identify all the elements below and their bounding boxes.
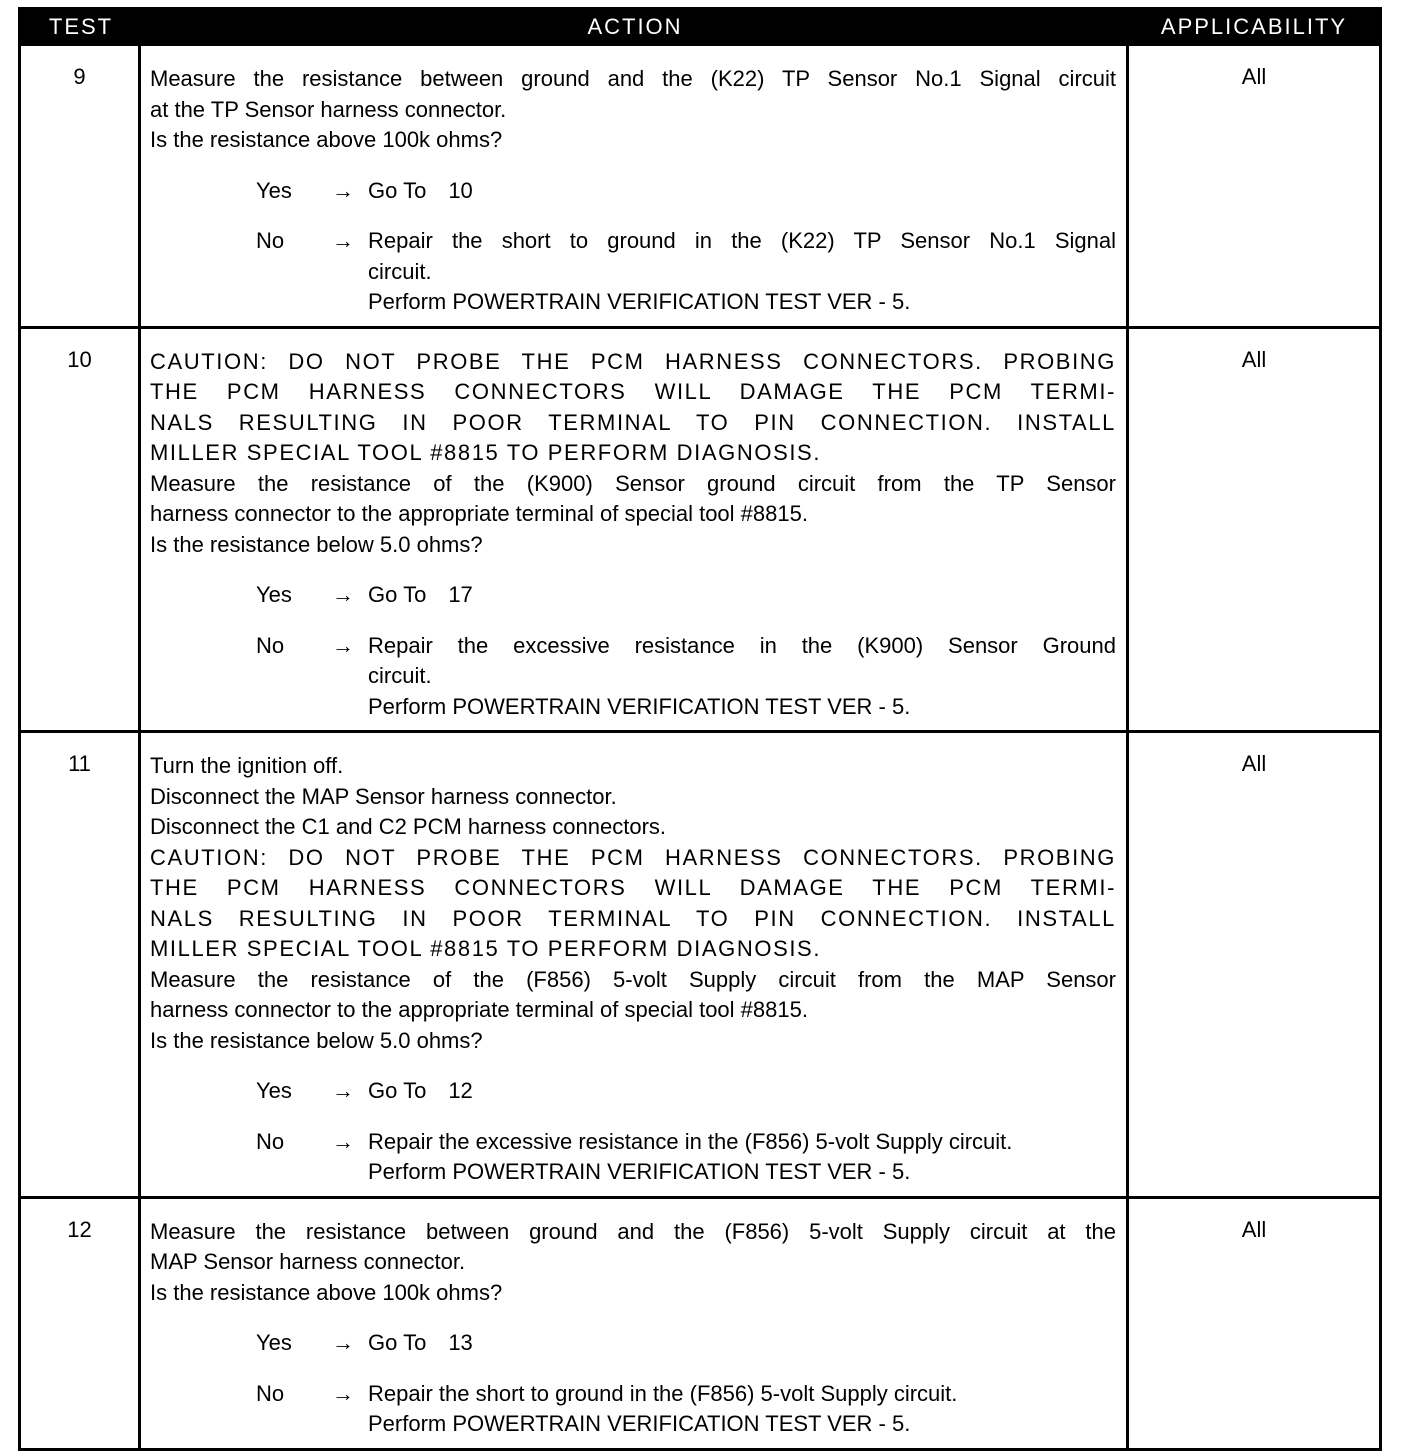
action-line: Disconnect the C1 and C2 PCM harness connectors. [150,814,667,839]
action-line: Is the resistance below 5.0 ohms? [150,1027,483,1053]
goto-step: 13 [448,1330,473,1355]
header-test: TEST [48,13,114,39]
no-line: Perform POWERTRAIN VERIFICATION TEST VER - 5. [368,1159,911,1184]
goto-step: 10 [448,177,473,203]
action-line: Is the resistance above 100k ohms? [150,1279,503,1305]
action-line: Measure the resistance of the (K900) Sensor ground circuit from the TP Sensor [150,470,1116,496]
action-line: MAP Sensor harness connector. [150,1249,466,1274]
no-label: No [256,632,285,658]
action-line: Is the resistance above 100k ohms? [150,127,503,152]
action-cell [141,46,1129,326]
header-action: ACTION [587,13,683,39]
applicability-value: All [1241,751,1267,776]
no-line: Repair the short to ground in the (K22) TP Sensor No.1 Signal [368,228,1116,253]
no-line: Repair the excessive resistance in the (F856) 5-volt Supply circuit. [368,1128,1013,1154]
action-line: at the TP Sensor harness connector. [150,96,507,122]
no-line: Repair the excessive resistance in the (K900) Sensor Ground [368,632,1116,658]
table-header [21,7,1379,46]
yes-branch [150,1076,1116,1107]
yes-label: Yes [256,1330,292,1355]
yes-branch [150,1328,1116,1359]
caution-line: MILLER SPECIAL TOOL #8815 TO PERFORM DIAGNOSIS. [150,936,822,961]
caution-line: CAUTION: DO NOT PROBE THE PCM HARNESS CONNECTORS. PROBING [150,348,1116,374]
table-row [21,329,1379,734]
action-line: Is the resistance below 5.0 ohms? [150,531,483,557]
no-line: Perform POWERTRAIN VERIFICATION TEST VER - 5. [368,693,911,719]
caution-line: CAUTION: DO NOT PROBE THE PCM HARNESS CONNECTORS. PROBING [150,844,1116,870]
yes-branch [150,580,1116,611]
caution-line: THE PCM HARNESS CONNECTORS WILL DAMAGE THE PCM TERMI- [150,379,1116,404]
no-branch [150,1379,1116,1440]
yes-label: Yes [256,1078,292,1103]
goto-step: 12 [448,1078,473,1103]
goto-label: Go To [368,177,427,203]
no-line: circuit. [368,258,432,284]
no-branch [150,226,1116,318]
action-line: harness connector to the appropriate terminal of special tool #8815. [150,501,808,526]
goto-label: Go To [368,582,427,607]
no-line: Perform POWERTRAIN VERIFICATION TEST VER - 5. [368,1411,911,1436]
no-line: circuit. [368,663,432,688]
diagnostic-test-table [18,7,1382,1451]
no-label: No [256,1128,285,1154]
arrow-icon: → [332,582,354,607]
no-label: No [256,1380,285,1406]
action-line: Measure the resistance between ground and the (K22) TP Sensor No.1 Signal circuit [150,66,1116,91]
test-number: 10 [21,329,141,731]
no-label: No [256,228,285,253]
no-line: Repair the short to ground in the (F856) 5-volt Supply circuit. [368,1380,958,1406]
arrow-icon: → [332,1380,354,1406]
arrow-icon: → [332,1128,354,1154]
arrow-icon: → [332,1078,354,1103]
action-line: Turn the ignition off. [150,753,344,778]
yes-label: Yes [256,177,292,203]
yes-branch [150,176,1116,207]
caution-line: NALS RESULTING IN POOR TERMINAL TO PIN CONNECTION. INSTALL [150,409,1116,435]
header-applicability: APPLICABILITY [1160,13,1348,39]
yes-label: Yes [256,582,292,607]
action-cell [141,733,1129,1196]
action-line: Measure the resistance of the (F856) 5-volt Supply circuit from the MAP Sensor [150,966,1116,992]
action-line: Disconnect the MAP Sensor harness connector. [150,783,617,809]
caution-line: THE PCM HARNESS CONNECTORS WILL DAMAGE THE PCM TERMI- [150,875,1116,900]
test-number: 12 [21,1199,141,1448]
applicability-value: All [1241,346,1267,372]
caution-line: MILLER SPECIAL TOOL #8815 TO PERFORM DIAGNOSIS. [150,440,822,465]
caution-line: NALS RESULTING IN POOR TERMINAL TO PIN CONNECTION. INSTALL [150,905,1116,931]
goto-label: Go To [368,1330,427,1355]
action-line: harness connector to the appropriate terminal of special tool #8815. [150,997,808,1022]
arrow-icon: → [332,177,354,203]
goto-step: 17 [448,582,473,607]
action-cell [141,1199,1129,1448]
goto-label: Go To [368,1078,427,1103]
action-cell [141,329,1129,731]
no-line: Perform POWERTRAIN VERIFICATION TEST VER - 5. [368,289,911,314]
arrow-icon: → [332,228,354,253]
no-branch [150,1127,1116,1188]
table-row [21,733,1379,1199]
test-number: 11 [21,733,141,1196]
test-number: 9 [21,46,141,326]
applicability-value: All [1241,1216,1267,1242]
no-branch [150,631,1116,723]
arrow-icon: → [332,632,354,658]
applicability-value: All [1241,64,1267,89]
table-row [21,1199,1379,1448]
table-row [21,46,1379,329]
action-line: Measure the resistance between ground and the (F856) 5-volt Supply circuit at the [150,1218,1116,1244]
arrow-icon: → [332,1330,354,1355]
